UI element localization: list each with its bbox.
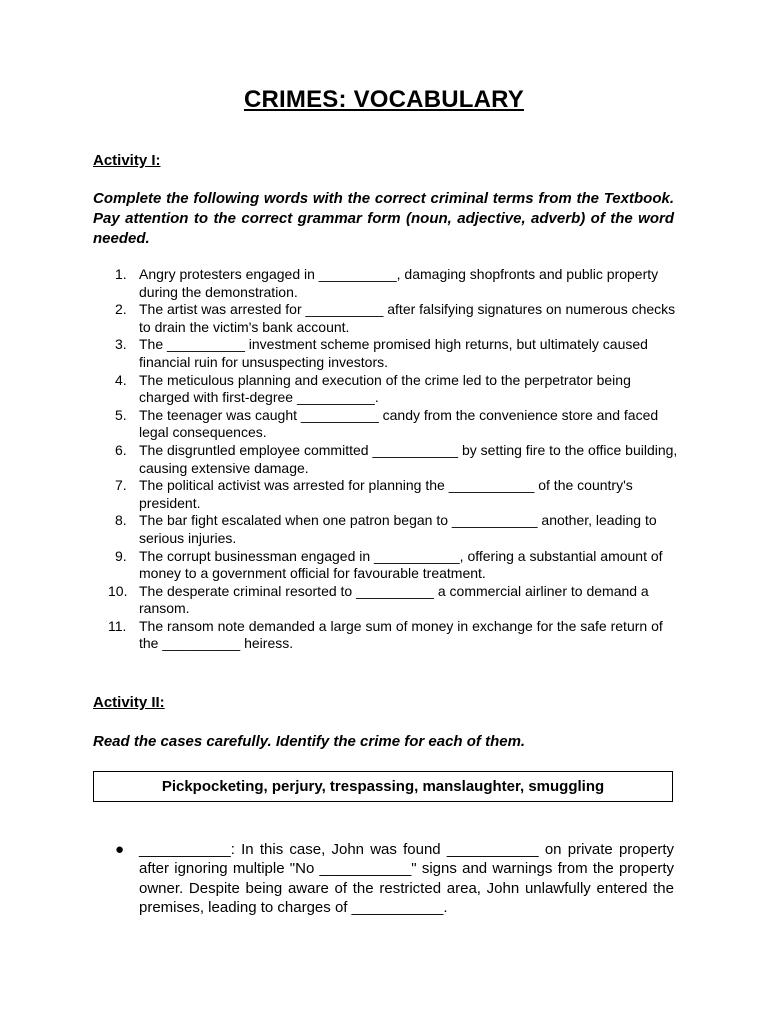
list-item <box>93 548 683 583</box>
item-text: The desperate criminal resorted to __________ a commercial airliner to demand a ransom. <box>139 582 649 617</box>
item-text: The artist was arrested for __________ after falsifying signatures on numerous checks to drain the victim's bank account. <box>139 301 676 335</box>
item-number: 7. <box>115 477 127 494</box>
item-text: The ransom note demanded a large sum of money in exchange for the safe return of the __________ heiress. <box>139 617 663 652</box>
item-number: 11. <box>108 617 127 634</box>
item-text: The __________ investment scheme promised high returns, but ultimately caused financial ruin for unsuspecting investors. <box>139 336 648 370</box>
activity-2-heading: Activity II: <box>93 694 165 711</box>
list-item <box>93 336 683 371</box>
item-text: The political activist was arrested for planning the ___________ of the country's president. <box>139 477 633 511</box>
item-text: The teenager was caught __________ candy from the convenience store and faced legal consequences. <box>139 406 659 441</box>
item-number: 10. <box>108 582 128 599</box>
list-item <box>93 301 683 336</box>
item-text: The meticulous planning and execution of the crime led to the perpetrator being charged with first-degree __________. <box>139 371 631 406</box>
activity-1-heading: Activity I: <box>93 152 161 169</box>
list-item <box>93 477 683 512</box>
case-item <box>93 840 674 917</box>
item-text: Angry protesters engaged in __________, damaging shopfronts and public property during the demonstration. <box>139 266 659 300</box>
item-text: The bar fight escalated when one patron began to ___________ another, leading to serious injuries. <box>139 512 657 546</box>
list-item <box>93 407 683 442</box>
bullet-icon: ● <box>115 841 125 858</box>
list-item <box>93 583 683 618</box>
item-text: The corrupt businessman engaged in ___________, offering a substantial amount of money to a government official for favourable treatment. <box>139 547 663 582</box>
word-bank-box <box>93 771 673 802</box>
item-number: 5. <box>115 406 127 423</box>
list-item <box>93 618 683 653</box>
list-item <box>93 512 683 547</box>
list-item <box>93 266 683 301</box>
case-text: ___________: In this case, John was found ___________ on private property after ignoring multiple "No ___________" signs and warnings from the property owner. Despite being aware of the restricted area, John unlawfully entered the premises, leading to charges of ___________. <box>139 841 674 916</box>
exercise-list <box>93 266 683 653</box>
page-title: CRIMES: VOCABULARY <box>243 86 525 113</box>
item-number: 3. <box>115 336 127 353</box>
item-number: 2. <box>115 301 127 318</box>
item-number: 6. <box>115 441 127 458</box>
activity-1-instruction: Complete the following words with the correct criminal terms from the Textbook. Pay attention to the correct grammar form (noun, adjective, adverb) of the word needed. <box>93 190 674 247</box>
list-item <box>93 372 683 407</box>
item-number: 1. <box>115 266 127 282</box>
item-number: 4. <box>115 371 127 388</box>
word-bank-text: Pickpocketing, perjury, trespassing, manslaughter, smuggling <box>161 778 605 795</box>
item-number: 8. <box>115 512 127 529</box>
activity-2-instruction: Read the cases carefully. Identify the crime for each of them. <box>93 733 526 750</box>
list-item <box>93 442 683 477</box>
item-text: The disgruntled employee committed ___________ by setting fire to the office building, causing extensive damage. <box>139 441 678 476</box>
item-number: 9. <box>115 547 127 564</box>
